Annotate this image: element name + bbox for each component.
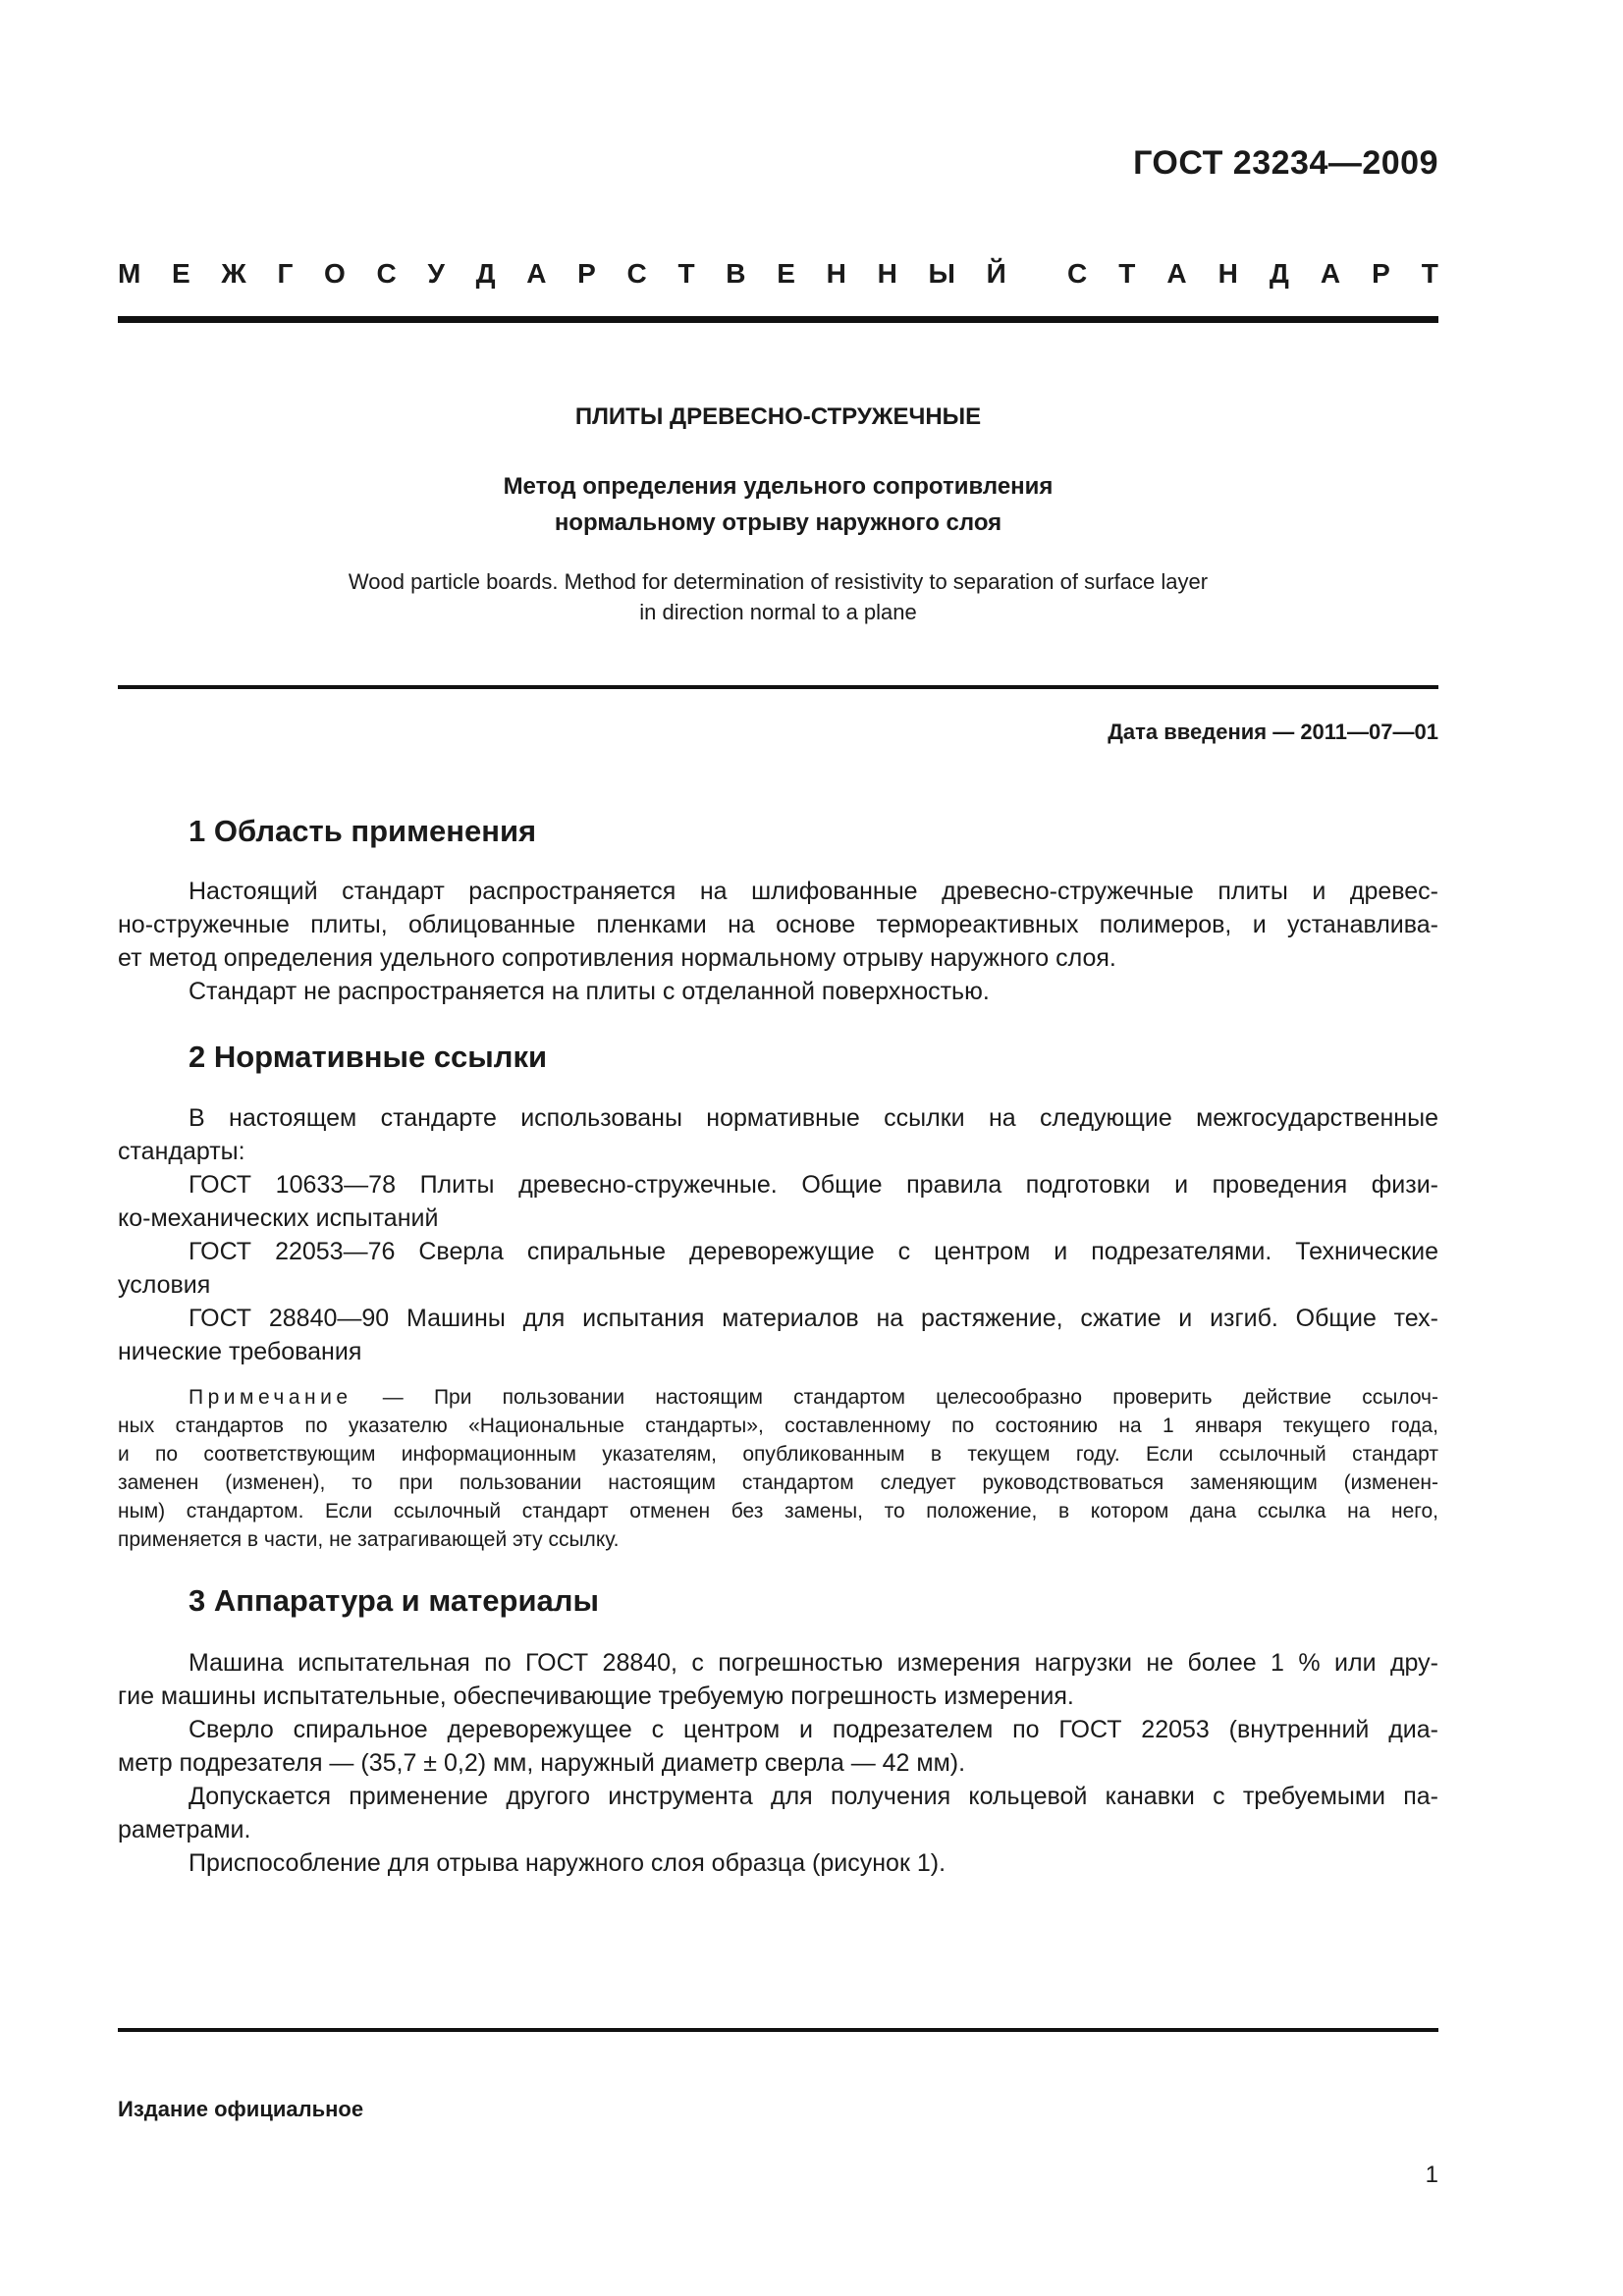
- document-subtitle: [118, 468, 1438, 541]
- banner-letter: Й: [986, 258, 1006, 289]
- banner-letter: Р: [1372, 258, 1390, 289]
- paragraph-line: Приспособление для отрыва наружного слоя образца (рисунок 1).: [189, 1849, 947, 1877]
- note-line: ным) стандартом. Если ссылочный стандарт отменен без замены, то положение, в котором дана ссылка на него,: [118, 1500, 1438, 1522]
- banner-letter: С: [626, 258, 647, 289]
- reference-line: нические требования: [118, 1338, 362, 1365]
- paragraph-line: Стандарт не распространяется на плиты с отделанной поверхностью.: [189, 978, 990, 1005]
- banner-letter: Т: [677, 258, 695, 289]
- reference-line: ГОСТ 28840—90 Машины для испытания материалов на растяжение, сжатие и изгиб. Общие тех-: [189, 1305, 1438, 1332]
- introduction-date: Дата введения — 2011—07—01: [1108, 720, 1438, 744]
- paragraph-line: раметрами.: [118, 1816, 251, 1843]
- paragraph-line: ет метод определения удельного сопротивления нормальному отрыву наружного слоя.: [118, 944, 1116, 972]
- note-line: ных стандартов по указателю «Национальные стандарты», составленному по состоянию на 1 января текущего года,: [118, 1415, 1438, 1437]
- note-line: и по соответствующим информационным указателям, опубликованным в текущем году. Если ссылочный стандарт: [118, 1443, 1438, 1466]
- banner-letter: Н: [1217, 258, 1238, 289]
- reference-line: условия: [118, 1271, 211, 1299]
- banner-letter: С: [1067, 258, 1088, 289]
- english-title-line: Wood particle boards. Method for determination of resistivity to separation of surface layer: [348, 569, 1209, 594]
- banner-letter: А: [526, 258, 547, 289]
- banner-word-standard: [1067, 258, 1438, 290]
- banner-letter: С: [376, 258, 397, 289]
- footer-rule: [118, 2028, 1438, 2032]
- banner-letter: А: [1166, 258, 1187, 289]
- paragraph-line: стандарты:: [118, 1138, 245, 1165]
- banner-letter: У: [427, 258, 445, 289]
- paragraph-line: Машина испытательная по ГОСТ 28840, с погрешностью измерения нагрузки не более 1 % или дру-: [189, 1649, 1438, 1677]
- reference-line: ГОСТ 10633—78 Плиты древесно-стружечные. Общие правила подготовки и проведения физи-: [189, 1171, 1438, 1199]
- banner-letter: А: [1320, 258, 1341, 289]
- banner-letter: Ж: [221, 258, 246, 289]
- document-title: ПЛИТЫ ДРЕВЕСНО-СТРУЖЕЧНЫЕ: [574, 403, 982, 430]
- subtitle-line: нормальному отрыву наружного слоя: [554, 509, 1002, 536]
- reference-line: ко-механических испытаний: [118, 1204, 439, 1232]
- banner-letter: Н: [877, 258, 897, 289]
- banner-letter: Т: [1421, 258, 1438, 289]
- banner-word-interstate: [118, 258, 1006, 290]
- title-rule: [118, 685, 1438, 689]
- english-title-line: in direction normal to a plane: [639, 600, 917, 624]
- standard-type-banner: [118, 258, 1438, 290]
- banner-letter: О: [324, 258, 346, 289]
- banner-letter: Р: [577, 258, 596, 289]
- note-first-line: [189, 1383, 1438, 1412]
- banner-letter: Е: [777, 258, 795, 289]
- paragraph-line: Допускается применение другого инструмента для получения кольцевой канавки с требуемыми па-: [189, 1783, 1438, 1810]
- paragraph-line: Сверло спиральное дереворежущее с центром и подрезателем по ГОСТ 22053 (внутренний диа-: [189, 1716, 1438, 1743]
- subtitle-line: Метод определения удельного сопротивления: [503, 473, 1054, 500]
- paragraph-line: Настоящий стандарт распространяется на шлифованные древесно-стружечные плиты и древес-: [189, 878, 1438, 905]
- banner-letter: Д: [475, 258, 496, 289]
- banner-letter: Е: [172, 258, 190, 289]
- section-heading-apparatus: 3 Аппаратура и материалы: [189, 1583, 599, 1618]
- banner-letter: Д: [1269, 258, 1289, 289]
- english-title: [118, 566, 1438, 627]
- banner-letter: Г: [277, 258, 294, 289]
- paragraph-line: метр подрезателя — (35,7 ± 0,2) мм, наружный диаметр сверла — 42 мм).: [118, 1749, 966, 1777]
- banner-letter: Т: [1118, 258, 1136, 289]
- section-heading-references: 2 Нормативные ссылки: [189, 1040, 548, 1074]
- page-number: 1: [1425, 2162, 1438, 2188]
- note-line: заменен (изменен), то при пользовании настоящим стандартом следует руководствоваться заменяющим (изменен-: [118, 1471, 1438, 1494]
- note-label: Примечание: [189, 1386, 352, 1409]
- banner-letter: Ы: [928, 258, 955, 289]
- banner-letter: М: [118, 258, 141, 289]
- paragraph-line: В настоящем стандарте использованы нормативные ссылки на следующие межгосударственные: [189, 1104, 1438, 1132]
- note-line: применяется в части, не затрагивающей эту ссылку.: [118, 1528, 620, 1551]
- reference-line: ГОСТ 22053—76 Сверла спиральные дереворежущие с центром и подрезателями. Технические: [189, 1238, 1438, 1265]
- section-heading-scope: 1 Область применения: [189, 814, 537, 848]
- note-text: — При пользовании настоящим стандартом целесообразно проверить действие ссылоч-: [352, 1386, 1438, 1409]
- edition-label: Издание официальное: [118, 2097, 364, 2121]
- paragraph-line: гие машины испытательные, обеспечивающие требуемую погрешность измерения.: [118, 1682, 1074, 1710]
- paragraph-line: но-стружечные плиты, облицованные пленками на основе термореактивных полимеров, и устанавлива-: [118, 911, 1438, 938]
- banner-letter: В: [726, 258, 746, 289]
- document-number: ГОСТ 23234—2009: [1133, 144, 1438, 182]
- banner-letter: Н: [826, 258, 846, 289]
- header-rule: [118, 316, 1438, 323]
